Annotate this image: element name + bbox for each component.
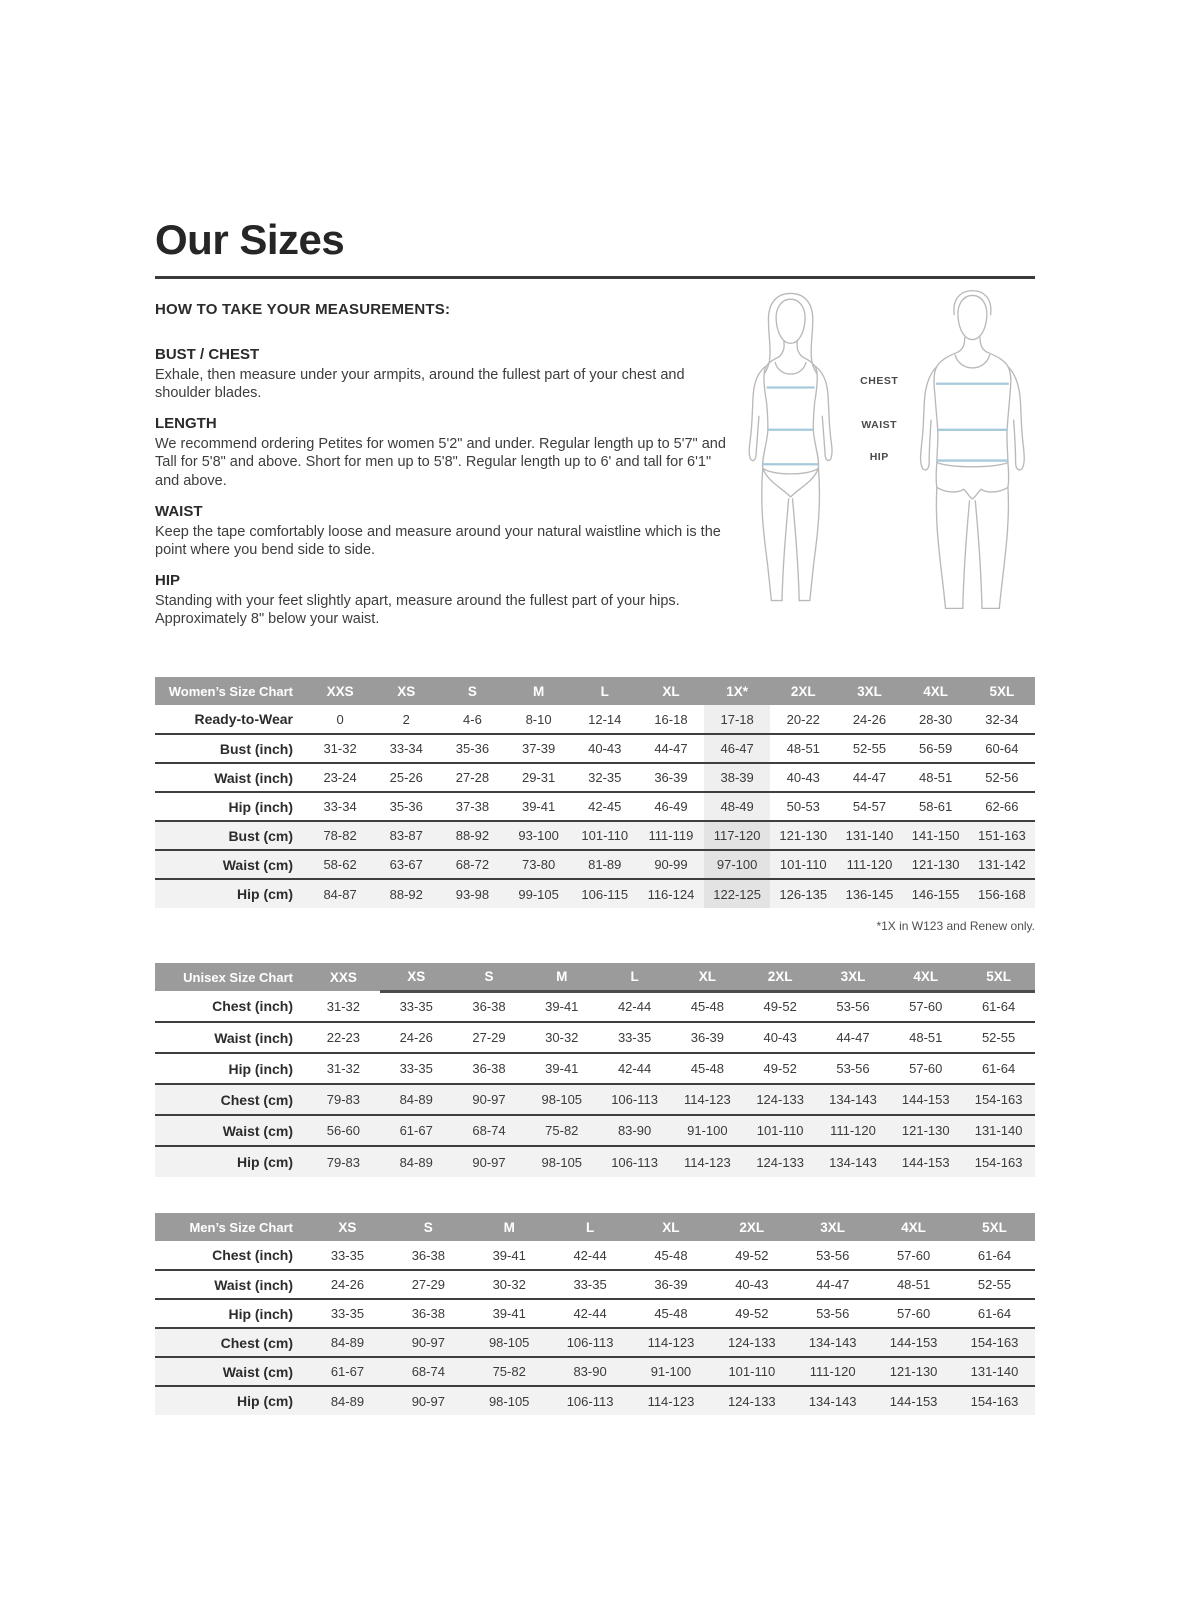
row-label: Chest (cm) [155, 1084, 307, 1115]
measurement-section [155, 503, 733, 559]
size-cell: 53-56 [836, 1061, 870, 1077]
size-cell: 31-32 [323, 741, 357, 757]
size-cell: 90-97 [388, 1328, 469, 1357]
size-cell: 39-41 [492, 1247, 526, 1263]
size-cell: 27-29 [411, 1277, 445, 1293]
size-cell: 45-48 [654, 1247, 688, 1263]
table-row [155, 1386, 1035, 1415]
row-label: Waist (cm) [155, 1115, 307, 1146]
measurements-heading: HOW TO TAKE YOUR MEASUREMENTS: [155, 301, 451, 319]
measurement-section [155, 572, 733, 628]
body-figures [733, 277, 1035, 622]
size-cell: 36-39 [690, 1030, 724, 1046]
table-row [155, 1053, 1035, 1084]
size-cell: 42-44 [573, 1247, 607, 1263]
size-cell: 91-100 [671, 1115, 744, 1146]
size-cell: 93-100 [506, 821, 572, 850]
size-cell: 30-32 [492, 1277, 526, 1293]
measurement-section-title: HIP [155, 571, 181, 589]
size-cell: 114-123 [631, 1386, 712, 1415]
women-size-chart-table [155, 677, 1035, 908]
figure-label-chest: CHEST [860, 375, 899, 388]
size-cell: 124-133 [744, 1084, 817, 1115]
size-cell: 33-35 [330, 1247, 365, 1263]
size-cell: 84-89 [380, 1084, 453, 1115]
row-label: Ready-to-Wear [194, 711, 293, 728]
size-cell: 52-55 [977, 1277, 1012, 1293]
column-header-3xl: 3XL [836, 677, 902, 705]
column-header-s: S [388, 1213, 469, 1241]
size-cell: 79-83 [307, 1146, 380, 1177]
size-cell: 121-130 [770, 821, 836, 850]
size-cell: 121-130 [903, 850, 969, 879]
size-cell: 20-22 [786, 711, 820, 727]
size-cell: 40-43 [735, 1277, 769, 1293]
men-header-row [155, 1213, 1035, 1241]
size-cell: 24-26 [330, 1277, 365, 1293]
size-cell: 106-113 [550, 1386, 631, 1415]
column-header-m: M [469, 1213, 550, 1241]
size-cell: 121-130 [889, 1115, 962, 1146]
size-cell: 111-120 [792, 1357, 873, 1386]
size-cell: 131-140 [954, 1357, 1035, 1386]
page-title: Our Sizes [155, 216, 345, 263]
size-cell: 53-56 [816, 1306, 850, 1322]
row-label: Hip (cm) [155, 1146, 307, 1177]
row-label: Chest (inch) [212, 998, 293, 1015]
column-header-5xl: 5XL [954, 1213, 1035, 1241]
size-cell: 12-14 [588, 711, 622, 727]
size-cell: 53-56 [836, 999, 870, 1015]
row-label: Chest (cm) [155, 1328, 307, 1357]
size-cell: 39-41 [545, 999, 579, 1015]
table-row [155, 1115, 1035, 1146]
measurement-section-title: WAIST [155, 502, 203, 520]
size-cell: 37-38 [455, 799, 490, 815]
size-cell: 114-123 [671, 1146, 744, 1177]
size-cell: 46-49 [654, 799, 688, 815]
size-cell: 8-10 [525, 711, 552, 727]
size-cell: 81-89 [572, 850, 638, 879]
column-header-5xl: 5XL [969, 677, 1035, 705]
size-cell: 49-52 [735, 1247, 769, 1263]
size-cell: 131-140 [836, 821, 902, 850]
row-label: Waist (cm) [155, 850, 307, 879]
size-cell: 126-135 [770, 879, 836, 908]
size-cell: 154-163 [954, 1328, 1035, 1357]
size-cell: 0 [336, 711, 344, 727]
size-cell: 57-60 [896, 1306, 931, 1322]
column-header-4xl: 4XL [889, 963, 962, 991]
size-cell: 84-89 [307, 1386, 388, 1415]
size-cell: 42-45 [588, 799, 622, 815]
size-cell: 36-38 [411, 1247, 445, 1263]
size-cell: 46-47 [704, 734, 770, 763]
row-label: Hip (inch) [228, 1305, 293, 1322]
size-cell: 2 [402, 711, 410, 727]
women-header-row [155, 677, 1035, 705]
row-label: Hip (cm) [155, 1386, 307, 1415]
size-cell: 101-110 [770, 850, 836, 879]
column-header-l: L [550, 1213, 631, 1241]
size-cell: 48-51 [896, 1277, 931, 1293]
size-cell: 63-67 [373, 850, 439, 879]
row-label: Waist (inch) [214, 769, 293, 786]
size-cell: 39-41 [521, 799, 556, 815]
size-cell: 124-133 [711, 1328, 792, 1357]
figure-labels [848, 277, 910, 617]
size-cell: 101-110 [711, 1357, 792, 1386]
size-cell: 23-24 [323, 770, 357, 786]
size-cell: 40-43 [786, 770, 820, 786]
men-size-chart-section [155, 1213, 1035, 1415]
size-cell: 33-35 [573, 1277, 607, 1293]
size-cell: 61-64 [981, 999, 1016, 1015]
size-cell: 38-39 [704, 763, 770, 792]
size-cell: 151-163 [969, 821, 1035, 850]
size-cell: 61-64 [977, 1247, 1012, 1263]
size-cell: 134-143 [817, 1084, 890, 1115]
size-cell: 79-83 [307, 1084, 380, 1115]
measurement-section-body: We recommend ordering Petites for women 5'2" and under. Regular length up to 5'7" and Tall for 5'8" and above. Short for men up to 5'8". Regular length up to 6' and tall for 6'1" and above. [155, 436, 726, 489]
size-cell: 45-48 [690, 999, 724, 1015]
size-cell: 4-6 [463, 711, 482, 727]
size-cell: 61-67 [307, 1357, 388, 1386]
column-header-3xl: 3XL [792, 1213, 873, 1241]
size-cell: 36-39 [654, 1277, 688, 1293]
size-cell: 144-153 [889, 1146, 962, 1177]
size-cell: 49-52 [735, 1306, 769, 1322]
size-cell: 116-124 [638, 879, 704, 908]
women-size-chart-section [155, 677, 1035, 933]
measurement-section [155, 346, 733, 402]
size-cell: 53-56 [816, 1247, 850, 1263]
size-cell: 97-100 [704, 850, 770, 879]
table-row [155, 991, 1035, 1022]
size-cell: 98-105 [525, 1084, 598, 1115]
size-cell: 33-34 [389, 741, 423, 757]
size-cell: 106-113 [598, 1146, 671, 1177]
size-cell: 83-90 [598, 1115, 671, 1146]
column-header-xl: XL [631, 1213, 712, 1241]
size-cell: 49-52 [763, 1061, 797, 1077]
size-cell: 106-113 [598, 1084, 671, 1115]
column-header-xl: XL [671, 963, 744, 991]
column-header-xs: XS [373, 677, 439, 705]
figure-label-hip: HIP [869, 451, 889, 464]
size-cell: 48-51 [919, 770, 953, 786]
size-cell: 68-72 [439, 850, 505, 879]
table-row [155, 1299, 1035, 1328]
table-row [155, 1084, 1035, 1115]
size-cell: 68-74 [453, 1115, 526, 1146]
unisex-size-chart-section [155, 963, 1035, 1177]
size-cell: 111-120 [817, 1115, 890, 1146]
size-cell: 57-60 [909, 1061, 943, 1077]
size-cell: 75-82 [525, 1115, 598, 1146]
unisex-header-row [155, 963, 1035, 991]
size-cell: 84-87 [307, 879, 373, 908]
table-row [155, 734, 1035, 763]
size-cell: 121-130 [873, 1357, 954, 1386]
size-cell: 91-100 [631, 1357, 712, 1386]
size-cell: 29-31 [521, 770, 556, 786]
row-label: Waist (inch) [214, 1029, 293, 1046]
size-cell: 134-143 [817, 1146, 890, 1177]
size-cell: 39-41 [545, 1061, 579, 1077]
size-cell: 42-44 [617, 999, 652, 1015]
table-row [155, 792, 1035, 821]
size-cell: 75-82 [469, 1357, 550, 1386]
size-cell: 144-153 [873, 1386, 954, 1415]
men-table-title: Men’s Size Chart [155, 1213, 307, 1241]
size-cell: 62-66 [985, 799, 1019, 815]
men-size-chart-table [155, 1213, 1035, 1415]
size-cell: 124-133 [744, 1146, 817, 1177]
size-cell: 93-98 [439, 879, 505, 908]
size-cell: 117-120 [704, 821, 770, 850]
size-cell: 42-44 [573, 1306, 607, 1322]
column-header-l: L [598, 963, 671, 991]
size-cell: 83-87 [373, 821, 439, 850]
size-cell: 124-133 [711, 1386, 792, 1415]
size-cell: 48-51 [909, 1030, 943, 1046]
size-cell: 33-34 [323, 799, 357, 815]
column-header-xxs: XXS [307, 963, 380, 991]
size-cell: 31-32 [326, 1061, 361, 1077]
size-cell: 27-28 [455, 770, 490, 786]
table-row [155, 763, 1035, 792]
column-header-xs: XS [307, 1213, 388, 1241]
table-row [155, 879, 1035, 908]
size-cell: 73-80 [506, 850, 572, 879]
size-cell: 52-55 [981, 1030, 1016, 1046]
column-header-4xl: 4XL [873, 1213, 954, 1241]
table-row [155, 821, 1035, 850]
size-cell: 84-89 [380, 1146, 453, 1177]
unisex-size-chart-table [155, 963, 1035, 1177]
measurement-section-body: Standing with your feet slightly apart, measure around the fullest part of your hips. Approximately 8" below your waist. [155, 592, 680, 628]
size-cell: 25-26 [389, 770, 423, 786]
size-cell: 88-92 [373, 879, 439, 908]
column-header-3xl: 3XL [817, 963, 890, 991]
column-header-m: M [506, 677, 572, 705]
size-cell: 114-123 [631, 1328, 712, 1357]
size-cell: 101-110 [744, 1115, 817, 1146]
size-cell: 35-36 [455, 741, 490, 757]
size-cell: 24-26 [852, 711, 887, 727]
size-cell: 45-48 [690, 1061, 724, 1077]
size-cell: 98-105 [469, 1328, 550, 1357]
size-cell: 48-49 [704, 792, 770, 821]
size-cell: 154-163 [962, 1146, 1035, 1177]
column-header-2xl: 2XL [744, 963, 817, 991]
size-cell: 40-43 [763, 1030, 797, 1046]
measurement-instructions [155, 301, 733, 628]
size-cell: 57-60 [909, 999, 943, 1015]
column-header-xs: XS [380, 963, 453, 991]
size-cell: 49-52 [763, 999, 797, 1015]
table-row [155, 850, 1035, 879]
size-cell: 68-74 [388, 1357, 469, 1386]
size-cell: 56-59 [919, 741, 953, 757]
size-cell: 60-64 [985, 741, 1019, 757]
size-cell: 48-51 [786, 741, 820, 757]
size-cell: 37-39 [521, 741, 556, 757]
size-cell: 33-35 [330, 1306, 365, 1322]
size-cell: 17-18 [704, 705, 770, 734]
row-label: Hip (inch) [228, 798, 293, 815]
size-cell: 131-140 [962, 1115, 1035, 1146]
size-cell: 58-62 [307, 850, 373, 879]
size-cell: 88-92 [439, 821, 505, 850]
size-cell: 36-38 [411, 1306, 445, 1322]
table-row [155, 1357, 1035, 1386]
size-cell: 134-143 [792, 1328, 873, 1357]
size-cell: 146-155 [903, 879, 969, 908]
size-cell: 90-99 [638, 850, 704, 879]
size-cell: 44-47 [836, 1030, 870, 1046]
measurement-section-title: LENGTH [155, 415, 217, 433]
size-cell: 141-150 [903, 821, 969, 850]
row-label: Hip (inch) [228, 1060, 293, 1077]
size-cell: 36-38 [472, 999, 506, 1015]
size-cell: 84-89 [307, 1328, 388, 1357]
size-cell: 44-47 [852, 770, 887, 786]
size-cell: 131-142 [969, 850, 1035, 879]
row-label: Hip (cm) [155, 879, 307, 908]
man-figure [910, 277, 1035, 622]
size-cell: 30-32 [545, 1030, 579, 1046]
size-cell: 144-153 [873, 1328, 954, 1357]
measurement-section-body: Keep the tape comfortably loose and measure around your natural waistline which is the point where you bend side to side. [155, 523, 721, 558]
size-cell: 32-34 [985, 711, 1019, 727]
size-cell: 90-97 [388, 1386, 469, 1415]
column-header-xl: XL [638, 677, 704, 705]
measurement-sections [155, 346, 733, 628]
size-cell: 144-153 [889, 1084, 962, 1115]
row-label: Waist (inch) [214, 1276, 293, 1293]
size-cell: 56-60 [307, 1115, 380, 1146]
row-label: Bust (cm) [155, 821, 307, 850]
figure-label-waist: WAIST [861, 419, 898, 432]
size-cell: 98-105 [469, 1386, 550, 1415]
size-cell: 50-53 [786, 799, 820, 815]
size-cell: 111-120 [836, 850, 902, 879]
size-cell: 114-123 [671, 1084, 744, 1115]
unisex-table-title: Unisex Size Chart [155, 963, 307, 991]
column-header-1x: 1X* [704, 677, 770, 705]
size-cell: 106-115 [572, 879, 638, 908]
size-cell: 40-43 [588, 741, 622, 757]
column-header-s: S [453, 963, 526, 991]
size-cell: 99-105 [506, 879, 572, 908]
row-label: Chest (inch) [212, 1247, 293, 1264]
size-cell: 106-113 [550, 1328, 631, 1357]
column-header-l: L [572, 677, 638, 705]
size-cell: 33-35 [399, 999, 433, 1015]
size-cell: 45-48 [654, 1306, 688, 1322]
size-cell: 22-23 [326, 1030, 361, 1046]
table-row [155, 1328, 1035, 1357]
size-cell: 156-168 [969, 879, 1035, 908]
column-header-5xl: 5XL [962, 963, 1035, 991]
size-cell: 32-35 [588, 770, 622, 786]
size-cell: 134-143 [792, 1386, 873, 1415]
size-cell: 27-29 [472, 1030, 506, 1046]
size-cell: 61-64 [977, 1306, 1012, 1322]
size-cell: 44-47 [654, 741, 688, 757]
table-row [155, 1270, 1035, 1299]
table-row [155, 1146, 1035, 1177]
size-cell: 35-36 [389, 799, 423, 815]
size-cell: 44-47 [816, 1277, 850, 1293]
column-header-4xl: 4XL [903, 677, 969, 705]
size-cell: 98-105 [525, 1146, 598, 1177]
column-header-xxs: XXS [307, 677, 373, 705]
size-cell: 61-67 [380, 1115, 453, 1146]
table-row [155, 1022, 1035, 1053]
size-cell: 90-97 [453, 1084, 526, 1115]
women-table-title: Women’s Size Chart [155, 677, 307, 705]
size-cell: 31-32 [326, 998, 361, 1014]
woman-figure [733, 277, 848, 617]
column-header-2xl: 2XL [711, 1213, 792, 1241]
size-cell: 78-82 [307, 821, 373, 850]
table-row [155, 1241, 1035, 1270]
size-cell: 36-39 [654, 770, 688, 786]
size-cell: 33-35 [617, 1030, 652, 1046]
row-label: Waist (cm) [155, 1357, 307, 1386]
table-row [155, 705, 1035, 734]
size-cell: 83-90 [550, 1357, 631, 1386]
row-label: Bust (inch) [219, 740, 293, 757]
size-cell: 90-97 [453, 1146, 526, 1177]
size-cell: 101-110 [572, 821, 638, 850]
column-header-2xl: 2XL [770, 677, 836, 705]
measurement-section [155, 415, 733, 489]
size-cell: 28-30 [919, 711, 953, 727]
size-chart-footnote: *1X in W123 and Renew only. [876, 919, 1035, 934]
column-header-s: S [439, 677, 505, 705]
size-cell: 52-55 [852, 741, 887, 757]
measurement-section-title: BUST / CHEST [155, 346, 260, 364]
measurement-intro [155, 301, 1035, 653]
size-cell: 42-44 [617, 1061, 652, 1077]
size-cell: 122-125 [704, 879, 770, 908]
size-cell: 54-57 [852, 799, 887, 815]
size-cell: 52-56 [985, 770, 1019, 786]
size-cell: 154-163 [962, 1084, 1035, 1115]
size-cell: 136-145 [836, 879, 902, 908]
size-cell: 33-35 [399, 1061, 433, 1077]
size-cell: 16-18 [654, 711, 688, 727]
size-cell: 57-60 [896, 1247, 931, 1263]
size-cell: 61-64 [981, 1061, 1016, 1077]
column-header-m: M [525, 963, 598, 991]
size-cell: 58-61 [919, 799, 953, 815]
size-cell: 24-26 [399, 1030, 433, 1046]
size-cell: 154-163 [954, 1386, 1035, 1415]
measurement-section-body: Exhale, then measure under your armpits, around the fullest part of your chest and shoulder blades. [155, 367, 685, 402]
size-cell: 39-41 [492, 1306, 526, 1322]
size-cell: 36-38 [472, 1061, 506, 1077]
size-cell: 111-119 [638, 821, 704, 850]
